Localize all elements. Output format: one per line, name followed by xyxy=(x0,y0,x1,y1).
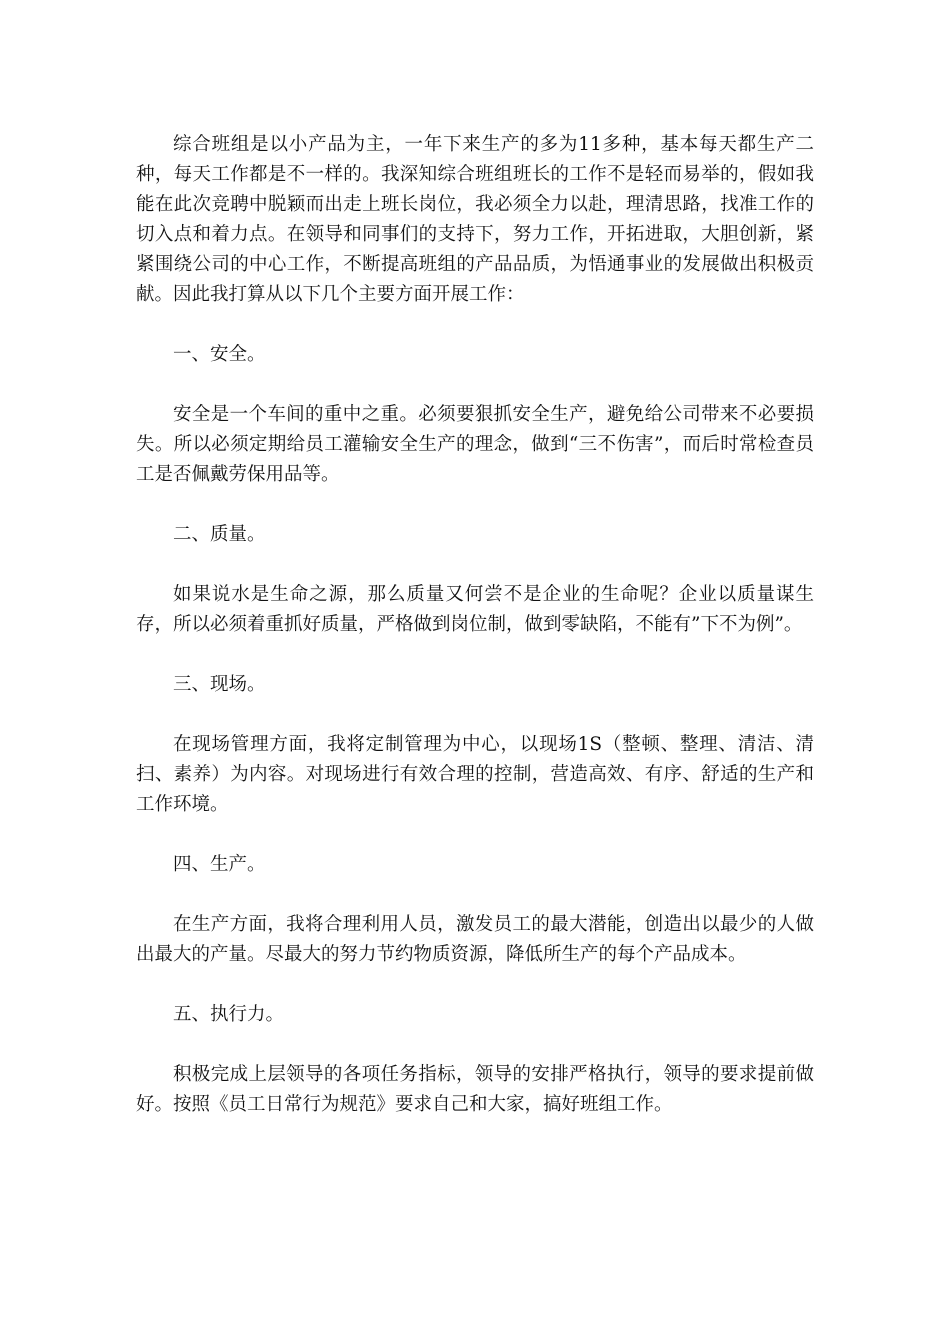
section-heading-production: 四、生产。 xyxy=(173,854,266,875)
section-body-site: 在现场管理方面，我将定制管理为中心，以现场1S（整顿、整理、清洁、清扫、素养）为内容。对现场进行有效合理的控制，营造高效、有序、舒适的生产和工作环境。 xyxy=(136,734,814,815)
section-body-execution: 积极完成上层领导的各项任务指标，领导的安排严格执行，领导的要求提前做好。按照《员工日常行为规范》要求自己和大家，搞好班组工作。 xyxy=(136,1064,814,1115)
section-body-safety: 安全是一个车间的重中之重。必须要狠抓安全生产，避免给公司带来不必要损失。所以必须定期给员工灌输安全生产的理念，做到“三不伤害”，而后时常检查员工是否佩戴劳保用品等。 xyxy=(136,404,814,485)
section-body-production: 在生产方面，我将合理利用人员，激发员工的最大潜能，创造出以最少的人做出最大的产量。尽最大的努力节约物质资源，降低所生产的每个产品成本。 xyxy=(136,914,814,965)
intro-paragraph: 综合班组是以小产品为主，一年下来生产的多为11多种，基本每天都生产二种，每天工作都是不一样的。我深知综合班组班长的工作不是轻而易举的，假如我能在此次竞聘中脱颖而出走上班长岗位，我必须全力以赴，理清思路，找准工作的切入点和着力点。在领导和同事们的支持下，努力工作，开拓进取，大胆创新，紧紧围绕公司的中心工作，不断提高班组的产品品质，为悟通事业的发展做出积极贡献。因此我打算从以下几个主要方面开展工作： xyxy=(136,134,814,305)
section-heading-site: 三、现场。 xyxy=(173,674,266,695)
section-body-quality: 如果说水是生命之源，那么质量又何尝不是企业的生命呢？企业以质量谋生存，所以必须着重抓好质量，严格做到岗位制，做到零缺陷，不能有”下不为例”。 xyxy=(136,584,814,635)
section-heading-quality: 二、质量。 xyxy=(173,524,266,545)
document-page xyxy=(136,130,814,1150)
section-heading-execution: 五、执行力。 xyxy=(173,1004,285,1025)
section-heading-safety: 一、安全。 xyxy=(173,344,266,365)
